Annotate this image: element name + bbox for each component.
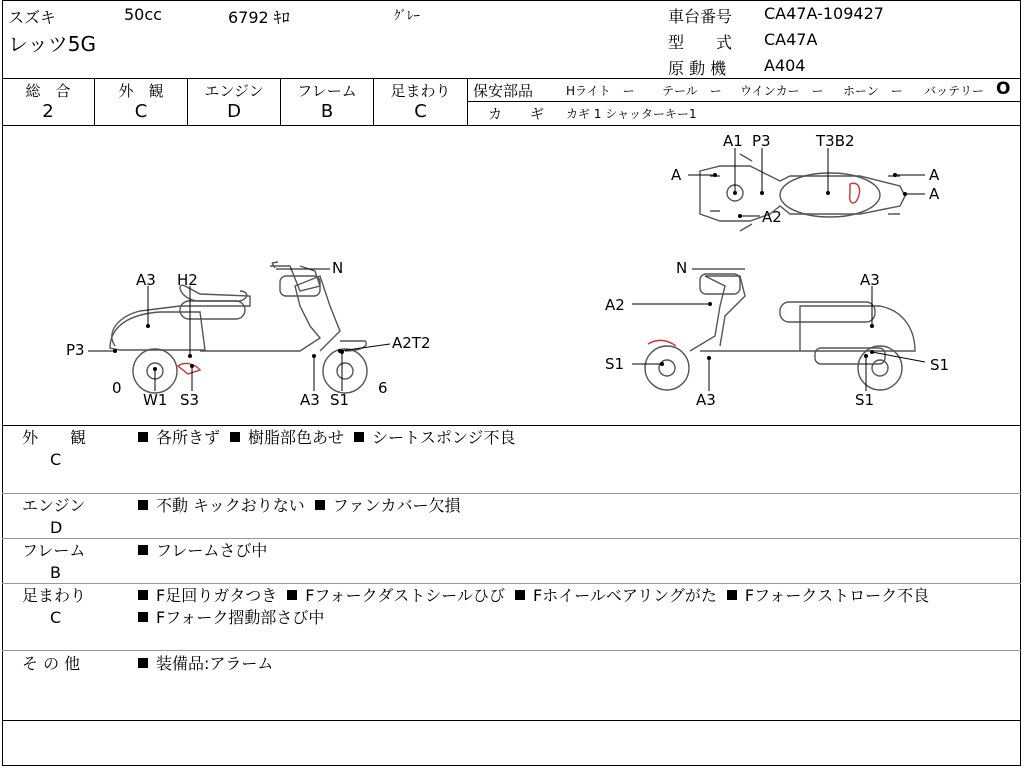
grade-exterior-label: 外 観 bbox=[118, 82, 164, 100]
safety-item-battery: バッテリー bbox=[924, 84, 985, 98]
remark-grade: C bbox=[50, 608, 62, 627]
remark-item: Fホイールベアリングがた bbox=[532, 586, 717, 605]
remark-title: 足まわり bbox=[22, 586, 87, 605]
label-top-t3b2: T3B2 bbox=[816, 132, 855, 150]
divider bbox=[2, 720, 1021, 721]
remark-line bbox=[136, 427, 523, 449]
bullet-square-icon bbox=[727, 590, 737, 600]
label-left-a3-bottom: A3 bbox=[300, 391, 320, 409]
bullet-square-icon bbox=[138, 432, 148, 442]
bullet-square-icon bbox=[287, 590, 297, 600]
label-top-a1: A1 bbox=[723, 132, 743, 150]
key-label: カ ギ bbox=[488, 107, 544, 123]
label-right-a2: A2 bbox=[605, 296, 625, 314]
grade-frame-label: フレーム bbox=[297, 82, 357, 100]
mileage: 6792 ｷﾛ bbox=[228, 8, 290, 27]
bullet-square-icon bbox=[315, 500, 325, 510]
color: ｸﾞﾚｰ bbox=[394, 9, 420, 24]
divider bbox=[2, 538, 1021, 539]
safety-item-horn: ホーン ー bbox=[843, 84, 903, 98]
label-left-a2t2: A2T2 bbox=[392, 334, 431, 352]
grade-suspension-value: C bbox=[414, 101, 427, 122]
remark-grade: D bbox=[50, 518, 63, 537]
bullet-square-icon bbox=[230, 432, 240, 442]
safety-item-tail: テール ー bbox=[662, 84, 722, 98]
leader-lines bbox=[88, 148, 925, 391]
bullet-square-icon bbox=[515, 590, 525, 600]
scooter-right-view bbox=[645, 274, 915, 390]
bullet-square-icon bbox=[354, 432, 364, 442]
type-value: CA47A bbox=[764, 30, 818, 49]
grade-total-value: 2 bbox=[42, 101, 54, 122]
grade-engine-value: D bbox=[227, 101, 241, 122]
remark-grade: C bbox=[50, 450, 62, 469]
divider bbox=[468, 101, 1021, 102]
bullet-square-icon bbox=[138, 500, 148, 510]
remark-title: 外 観 bbox=[22, 428, 87, 447]
divider bbox=[2, 493, 1021, 494]
label-left-a3: A3 bbox=[136, 271, 156, 289]
grade-total-label: 総 合 bbox=[25, 82, 71, 100]
scooter-top-view bbox=[700, 154, 905, 231]
bullet-square-icon bbox=[138, 658, 148, 668]
label-top-a-right2: A bbox=[929, 185, 940, 203]
label-right-a3-bottom: A3 bbox=[696, 391, 716, 409]
divider bbox=[2, 583, 1021, 584]
remark-item: 装備品:アラーム bbox=[156, 654, 274, 673]
bullet-square-icon bbox=[138, 612, 148, 622]
model-name: レッツ5G bbox=[8, 32, 97, 56]
grade-exterior-value: C bbox=[134, 101, 148, 122]
remark-title: エンジン bbox=[22, 496, 86, 515]
label-right-n: N bbox=[676, 259, 688, 277]
remark-line bbox=[136, 607, 332, 629]
scooter-diagram bbox=[0, 126, 1024, 426]
engine-label: 原 動 機 bbox=[668, 59, 727, 78]
label-left-s3: S3 bbox=[180, 391, 200, 409]
label-right-s1-right: S1 bbox=[930, 356, 950, 374]
label-top-a-right1: A bbox=[929, 166, 940, 184]
label-left-6: 6 bbox=[378, 379, 388, 397]
remark-grade: B bbox=[50, 563, 61, 582]
engine-value: A404 bbox=[764, 56, 806, 75]
divider bbox=[2, 425, 1021, 426]
label-left-s1: S1 bbox=[330, 391, 350, 409]
label-left-h2: H2 bbox=[177, 271, 198, 289]
remark-title: そ の 他 bbox=[22, 654, 81, 673]
safety-item-headlight: Hライト ー bbox=[566, 84, 635, 98]
chassis-label: 車台番号 bbox=[668, 7, 733, 26]
remark-item: Fフォーク摺動部さび中 bbox=[156, 608, 325, 627]
bullet-square-icon bbox=[138, 590, 148, 600]
remark-item: 各所きず bbox=[156, 428, 221, 447]
safety-label: 保安部品 bbox=[473, 82, 534, 100]
remark-item: シートスポンジ不良 bbox=[372, 428, 516, 447]
type-label: 型 式 bbox=[668, 33, 733, 52]
label-top-a2: A2 bbox=[762, 208, 782, 226]
divider bbox=[467, 78, 468, 125]
remark-title: フレーム bbox=[22, 541, 86, 560]
label-right-s1-bottom: S1 bbox=[855, 391, 875, 409]
displacement: 50cc bbox=[124, 5, 162, 24]
grade-frame-value: B bbox=[320, 101, 334, 122]
label-left-p3: P3 bbox=[66, 341, 85, 359]
maker: スズキ bbox=[8, 8, 57, 27]
grade-engine-label: エンジン bbox=[204, 82, 264, 100]
label-top-p3: P3 bbox=[752, 132, 771, 150]
chassis-value: CA47A-109427 bbox=[764, 4, 884, 23]
remark-line bbox=[136, 585, 937, 607]
label-right-a3: A3 bbox=[860, 271, 880, 289]
leader-dots bbox=[113, 173, 907, 371]
label-left-n: N bbox=[332, 259, 344, 277]
bullet-square-icon bbox=[138, 545, 148, 555]
grade-suspension-label: 足まわり bbox=[390, 82, 451, 100]
remark-item: F足回りガタつき bbox=[156, 586, 278, 605]
divider bbox=[2, 78, 1021, 79]
remark-line bbox=[136, 495, 468, 517]
battery-mark: O bbox=[996, 79, 1011, 99]
label-left-0: 0 bbox=[112, 379, 122, 397]
remark-item: 樹脂部色あせ bbox=[248, 428, 345, 447]
remark-item: フレームさび中 bbox=[156, 541, 268, 560]
remark-line bbox=[136, 540, 275, 562]
key-value: カギ 1 シャッターキー1 bbox=[566, 107, 697, 121]
remark-item: Fフォークストローク不良 bbox=[744, 586, 930, 605]
remark-item: 不動 キックおりない bbox=[156, 496, 305, 515]
label-left-w1: W1 bbox=[143, 391, 168, 409]
label-right-s1-left: S1 bbox=[605, 355, 625, 373]
remark-line bbox=[136, 653, 281, 675]
label-top-a-left: A bbox=[671, 166, 682, 184]
divider bbox=[2, 650, 1021, 651]
safety-item-winker: ウインカー ー bbox=[740, 84, 824, 98]
remark-item: ファンカバー欠損 bbox=[332, 496, 461, 515]
remark-item: Fフォークダストシールひび bbox=[305, 586, 505, 605]
